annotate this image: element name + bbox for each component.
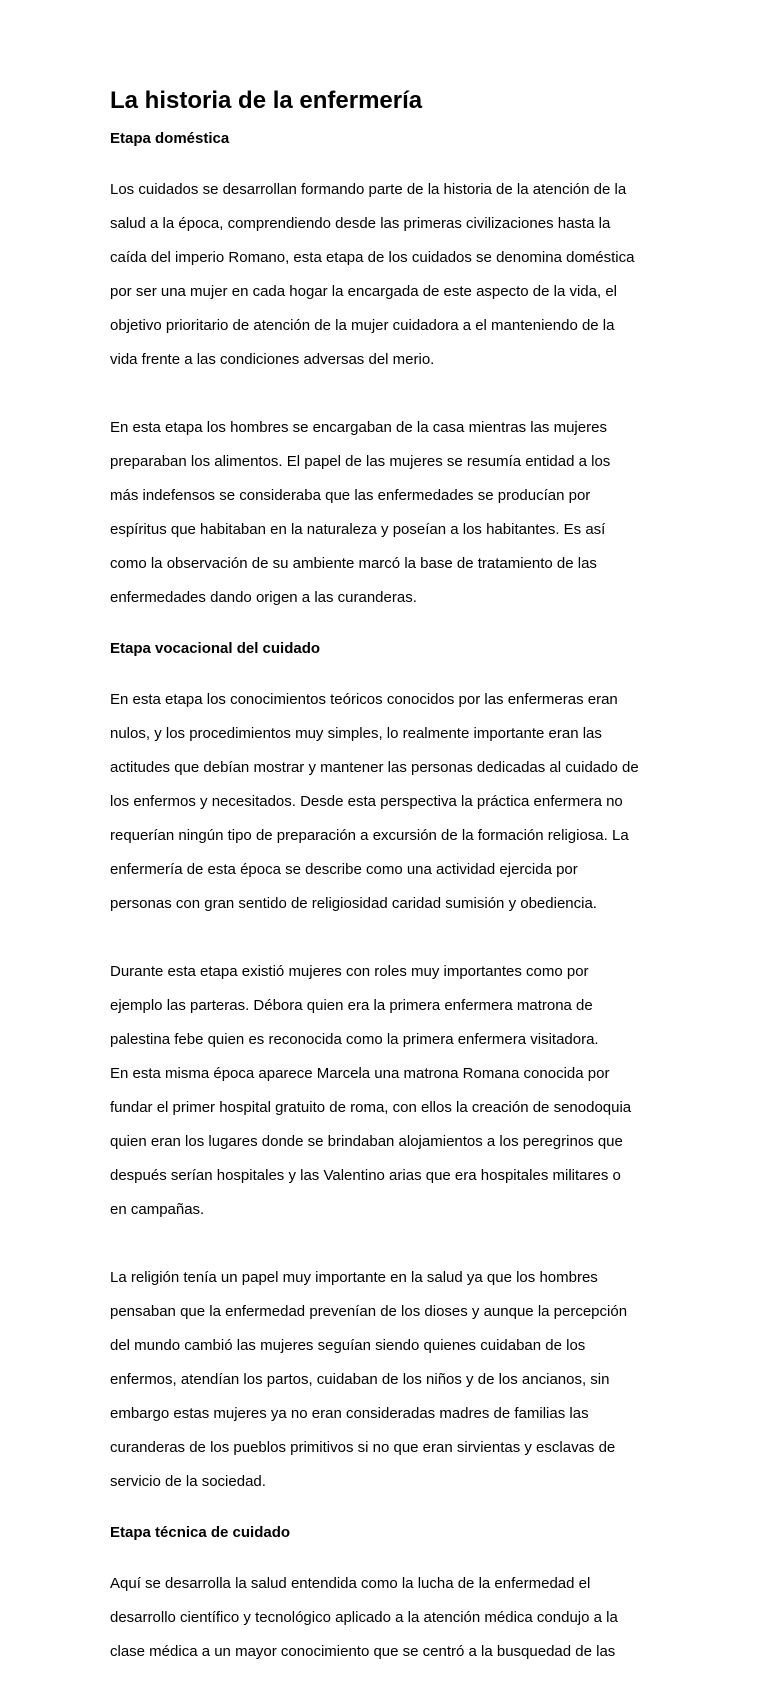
text-line: En esta misma época aparece Marcela una matrona Romana conocida por	[110, 1065, 610, 1082]
text-line: actitudes que debían mostrar y mantener las personas dedicadas al cuidado de	[110, 759, 639, 776]
text-line: enfermos, atendían los partos, cuidaban de los niños y de los ancianos, sin	[110, 1371, 610, 1388]
text-line: En esta etapa los conocimientos teóricos conocidos por las enfermeras eran	[110, 691, 618, 708]
text-line: Los cuidados se desarrollan formando parte de la historia de la atención de la	[110, 181, 627, 198]
section-etapa-vocacional	[110, 640, 658, 1507]
text-line: quien eran los lugares donde se brindaban alojamientos a los peregrinos que	[110, 1133, 623, 1150]
document-title: La historia de la enfermería	[110, 87, 423, 114]
text-line: requerían ningún tipo de preparación a excursión de la formación religiosa. La	[110, 827, 629, 844]
text-line: nulos, y los procedimientos muy simples, lo realmente importante eran las	[110, 725, 602, 742]
text-line: caída del imperio Romano, esta etapa de los cuidados se denomina doméstica	[110, 249, 635, 266]
text-line: desarrollo científico y tecnológico aplicado a la atención médica condujo a la	[110, 1609, 618, 1626]
text-line: después serían hospitales y las Valentino arias que era hospitales militares o	[110, 1167, 621, 1184]
paragraph	[110, 402, 658, 623]
section-etapa-tecnica	[110, 1524, 658, 1677]
text-line: más indefensos se consideraba que las enfermedades se producían por	[110, 487, 591, 504]
text-line: por ser una mujer en cada hogar la encargada de este aspecto de la vida, el	[110, 283, 617, 300]
text-line: Aquí se desarrolla la salud entendida como la lucha de la enfermedad el	[110, 1575, 591, 1592]
text-line: pensaban que la enfermedad prevenían de los dioses y aunque la percepción	[110, 1303, 628, 1320]
paragraph	[110, 164, 658, 385]
text-line: espíritus que habitaban en la naturaleza y poseían a los habitantes. Es así	[110, 521, 606, 538]
text-line: del mundo cambió las mujeres seguían siendo quienes cuidaban de los	[110, 1337, 586, 1354]
text-line: servicio de la sociedad.	[110, 1473, 266, 1490]
text-line: vida frente a las condiciones adversas del merio.	[110, 351, 435, 368]
document-page	[110, 86, 658, 1694]
section-heading: Etapa doméstica	[110, 130, 230, 147]
text-line: enfermería de esta época se describe como una actividad ejercida por	[110, 861, 578, 878]
text-line: objetivo prioritario de atención de la mujer cuidadora a el manteniendo de la	[110, 317, 615, 334]
text-line: ejemplo las parteras. Débora quien era la primera enfermera matrona de	[110, 997, 593, 1014]
text-line: como la observación de su ambiente marcó la base de tratamiento de las	[110, 555, 597, 572]
paragraph	[110, 946, 658, 1235]
text-line: enfermedades dando origen a las curanderas.	[110, 589, 417, 606]
text-line: los enfermos y necesitados. Desde esta perspectiva la práctica enfermera no	[110, 793, 623, 810]
text-line: fundar el primer hospital gratuito de roma, con ellos la creación de senodoquia	[110, 1099, 632, 1116]
paragraph	[110, 1252, 658, 1507]
text-line: embargo estas mujeres ya no eran consideradas madres de familias las	[110, 1405, 589, 1422]
section-heading: Etapa vocacional del cuidado	[110, 640, 321, 657]
text-line: preparaban los alimentos. El papel de las mujeres se resumía entidad a los	[110, 453, 611, 470]
text-line: personas con gran sentido de religiosidad caridad sumisión y obediencia.	[110, 895, 597, 912]
text-line: En esta etapa los hombres se encargaban de la casa mientras las mujeres	[110, 419, 607, 436]
text-line: curanderas de los pueblos primitivos si no que eran sirvientas y esclavas de	[110, 1439, 616, 1456]
section-heading: Etapa técnica de cuidado	[110, 1524, 291, 1541]
text-line: salud a la época, comprendiendo desde las primeras civilizaciones hasta la	[110, 215, 611, 232]
text-line: palestina febe quien es reconocida como la primera enfermera visitadora.	[110, 1031, 599, 1048]
paragraph	[110, 1558, 658, 1677]
paragraph	[110, 674, 658, 929]
text-line: Durante esta etapa existió mujeres con roles muy importantes como por	[110, 963, 589, 980]
text-line: clase médica a un mayor conocimiento que se centró a la busquedad de las	[110, 1643, 616, 1660]
section-etapa-domestica	[110, 130, 658, 623]
text-line: en campañas.	[110, 1201, 205, 1218]
text-line: La religión tenía un papel muy importante en la salud ya que los hombres	[110, 1269, 598, 1286]
